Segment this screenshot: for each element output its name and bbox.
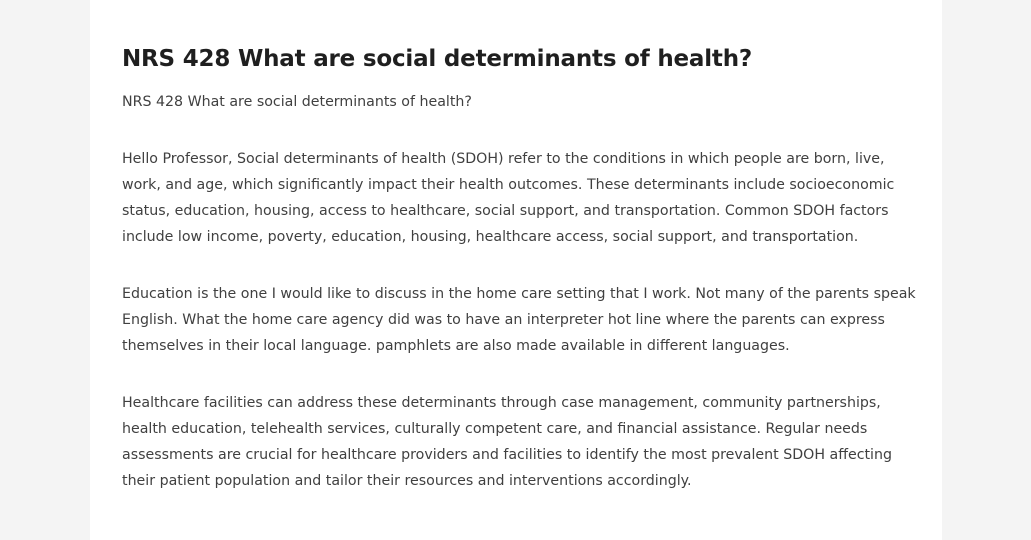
article-card (90, 0, 942, 540)
article-paragraph-2: Education is the one I would like to discuss in the home care setting that I work. Not many of the parents speak English. What the home care agency did was to have an interpreter hot line where the parents can express themselves in their local language. pamphlets are also made available in different languages. (122, 286, 916, 354)
article-paragraph-1: Hello Professor, Social determinants of health (SDOH) refer to the conditions in which people are born, live, work, and age, which significantly impact their health outcomes. These determinants include socioeconomic status, education, housing, access to healthcare, social support, and transportation. Common SDOH factors include low income, poverty, education, housing, healthcare access, social support, and transportation. (122, 151, 895, 245)
article-content (122, 40, 917, 494)
article-paragraph-3: Healthcare facilities can address these determinants through case management, community partnerships, health education, telehealth services, culturally competent care, and financial assistance. Regular needs assessments are crucial for healthcare providers and facilities to identify the most prevalent SDOH affecting their patient population and tailor their resources and interventions accordingly. (122, 395, 892, 489)
article-title: NRS 428 What are social determinants of health? (122, 46, 753, 72)
article-subtitle: NRS 428 What are social determinants of health? (122, 94, 472, 110)
